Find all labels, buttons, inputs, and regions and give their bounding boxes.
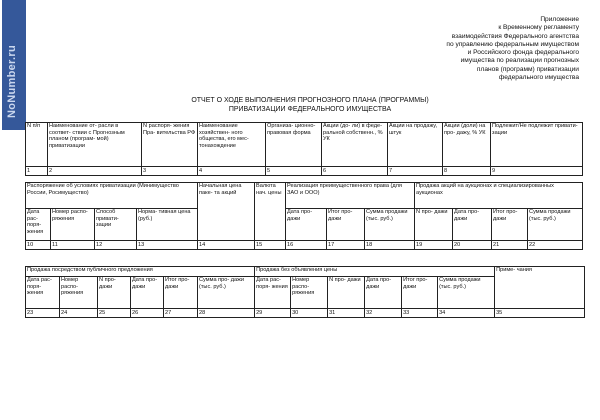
column-number: 28 — [198, 309, 255, 318]
sub-header-cell: Дата рас- поря- жения — [255, 277, 291, 309]
column-number: 4 — [198, 167, 266, 176]
sub-header-cell: Дата про- дажи — [365, 277, 402, 309]
column-number: 1 — [26, 167, 48, 176]
column-number: 5 — [266, 167, 322, 176]
column-number: 24 — [60, 309, 98, 318]
appendix-line: имущества по реализации прогнозных — [460, 57, 579, 65]
preemptive-group-header: Реализация преимущественного права (для ЗАО и ООО) — [286, 183, 415, 209]
appendix-line: по управлению федеральным имуществом — [446, 40, 579, 48]
appendix-line: федерального имущества — [498, 74, 579, 82]
watermark-logo — [2, 0, 26, 130]
header-cell: Акции (доли) на про- дажу, % УК — [443, 123, 491, 167]
currency-header: Валюта нач. цены — [255, 183, 286, 241]
column-number: 9 — [491, 167, 583, 176]
column-number: 13 — [137, 241, 198, 250]
sub-header-cell: Способ привати- зации — [95, 209, 137, 241]
start-price-header: Начальная цена паке- та акций — [198, 183, 255, 241]
column-number: 18 — [365, 241, 415, 250]
column-number-row — [26, 167, 583, 176]
sub-header-cell: Дата про- дажи — [131, 277, 164, 309]
column-number: 23 — [26, 309, 60, 318]
column-number: 29 — [255, 309, 291, 318]
header-cell: Подлежит/Не подлежит привати- зации — [491, 123, 583, 167]
column-number: 15 — [255, 241, 286, 250]
sub-header-cell: Итог про- дажи — [327, 209, 365, 241]
sub-header-cell: Номер распо- ряжения — [291, 277, 328, 309]
appendix-line: планов (программ) приватизации — [476, 65, 579, 73]
column-number-row — [26, 241, 583, 250]
appendix-line: Приложение — [540, 16, 579, 23]
header-cell: Наименование хозяйствен- ного общества, его мес- тонахождение — [198, 123, 266, 167]
header-cell: Акции на продажу, штук — [388, 123, 443, 167]
header-cell: Наименование от- расли в соответ- ствии с Прогнозным планом (програм- мой) приватизации — [48, 123, 142, 167]
sub-header-cell: Дата про- дажи — [286, 209, 327, 241]
column-number: 32 — [365, 309, 402, 318]
column-number: 7 — [388, 167, 443, 176]
sub-header-cell: Сумма про- дажи (тыс. руб.) — [198, 277, 255, 309]
document-title — [120, 96, 500, 114]
column-number: 27 — [164, 309, 198, 318]
report-table-main — [25, 122, 583, 176]
column-number: 2 — [48, 167, 142, 176]
sub-header-cell: N про- дажи — [415, 209, 453, 241]
sub-header-cell: Дата рас- поря- жения — [26, 277, 60, 309]
column-number: 16 — [286, 241, 327, 250]
report-table-public-offer — [25, 266, 585, 318]
column-number: 33 — [402, 309, 438, 318]
notes-header: Приме- чания — [495, 267, 585, 309]
title-line: ОТЧЕТ О ХОДЕ ВЫПОЛНЕНИЯ ПРОГНОЗНОГО ПЛАНА (ПРОГРАММЫ) — [191, 97, 429, 104]
column-number: 20 — [453, 241, 492, 250]
column-number-row — [26, 309, 585, 318]
auction-group-header: Продажа акций на аукционах и специализированных аукционах — [415, 183, 583, 209]
sub-header-cell: Дата про- дажи — [453, 209, 492, 241]
sub-header-cell: Сумма продажи (тыс. руб.) — [438, 277, 495, 309]
column-number: 14 — [198, 241, 255, 250]
public-offer-group-header: Продажа посредством публичного предложения — [26, 267, 255, 277]
column-number: 6 — [322, 167, 388, 176]
no-price-group-header: Продажа без объявления цены — [255, 267, 495, 277]
column-number: 22 — [528, 241, 583, 250]
header-cell: N распоря- жения Пра- вительства РФ — [142, 123, 198, 167]
column-number: 11 — [51, 241, 95, 250]
sub-header-cell: Номер распо- ряжения — [60, 277, 98, 309]
column-number: 19 — [415, 241, 453, 250]
sub-header-cell: N про- дажи — [98, 277, 131, 309]
column-number: 35 — [495, 309, 585, 318]
header-cell: N п/п — [26, 123, 48, 167]
column-number: 10 — [26, 241, 51, 250]
column-number: 25 — [98, 309, 131, 318]
conditions-group-header: Распоряжение об условиях приватизации (Минимущество России, Росимущество) — [26, 183, 198, 209]
sub-header-cell: Дата рас- поря- жения — [26, 209, 51, 241]
appendix-note — [359, 16, 579, 82]
column-number: 34 — [438, 309, 495, 318]
header-row — [26, 123, 583, 167]
sub-header-cell: Итог про- дажи — [164, 277, 198, 309]
column-number: 17 — [327, 241, 365, 250]
sub-header-cell: Итог про- дажи — [492, 209, 528, 241]
sub-header-cell: Норма- тивная цена (руб.) — [137, 209, 198, 241]
appendix-line: к Временному регламенту — [498, 24, 579, 32]
appendix-line: взаимодействия Федерального агентства — [451, 32, 579, 40]
sub-header-cell: N про- дажи — [328, 277, 365, 309]
sub-header-cell: Номер распо- ряжения — [51, 209, 95, 241]
sub-header-cell: Сумма продажи (тыс. руб.) — [528, 209, 583, 241]
sub-header-row — [26, 209, 583, 241]
report-table-sales — [25, 182, 583, 250]
group-header-row — [26, 183, 583, 209]
sub-header-cell: Сумма продажи (тыс. руб.) — [365, 209, 415, 241]
column-number: 3 — [142, 167, 198, 176]
title-line: ПРИВАТИЗАЦИИ ФЕДЕРАЛЬНОГО ИМУЩЕСТВА — [228, 106, 392, 113]
column-number: 21 — [492, 241, 528, 250]
column-number: 26 — [131, 309, 164, 318]
column-number: 31 — [328, 309, 365, 318]
sub-header-cell: Итог про- дажи — [402, 277, 438, 309]
watermark-text: NoNumber.ru — [6, 45, 18, 118]
appendix-line: и Российского фонда федерального — [467, 49, 579, 57]
group-header-row — [26, 267, 585, 277]
column-number: 8 — [443, 167, 491, 176]
header-cell: Акции (до- ли) в феде- ральной собственн., % УК — [322, 123, 388, 167]
column-number: 30 — [291, 309, 328, 318]
header-cell: Организа- ционно- правовая форма — [266, 123, 322, 167]
column-number: 12 — [95, 241, 137, 250]
